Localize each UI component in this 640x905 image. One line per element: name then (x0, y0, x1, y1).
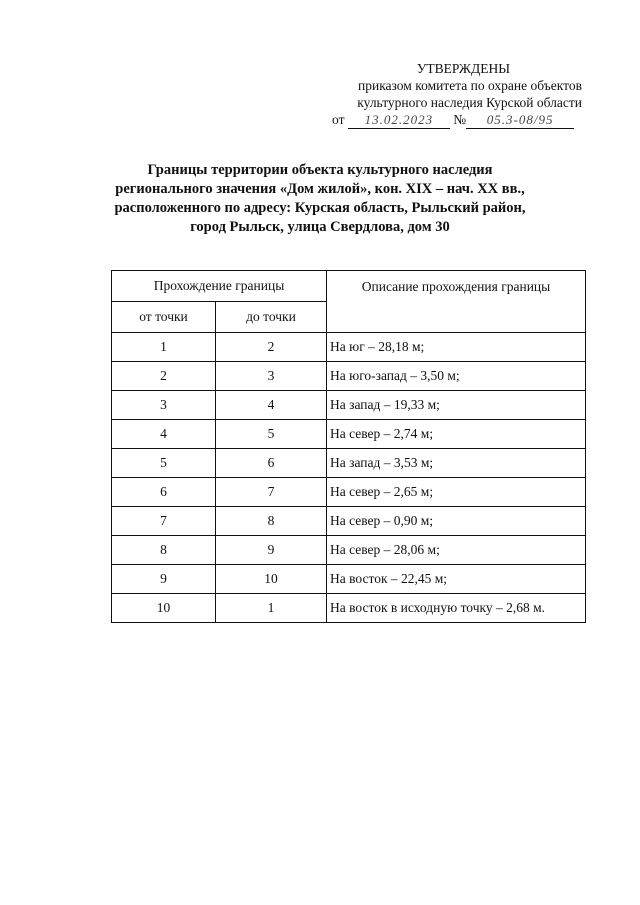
to-point-cell: 6 (216, 449, 327, 478)
description-cell: На юг – 28,18 м; (327, 333, 586, 362)
table-row (112, 478, 586, 507)
to-point-cell: 10 (216, 565, 327, 594)
description-cell: На запад – 19,33 м; (327, 391, 586, 420)
from-point-cell: 10 (112, 594, 216, 623)
from-point-cell: 8 (112, 536, 216, 565)
description-cell: На север – 0,90 м; (327, 507, 586, 536)
to-point-cell: 7 (216, 478, 327, 507)
approval-line-2: культурного наследия Курской области (357, 95, 582, 110)
from-point-cell: 4 (112, 420, 216, 449)
table-row (112, 391, 586, 420)
header-boundary-passage: Прохождение границы (112, 271, 327, 302)
from-point-cell: 9 (112, 565, 216, 594)
description-cell: На север – 2,74 м; (327, 420, 586, 449)
number-prefix: № (453, 112, 467, 127)
to-point-cell: 5 (216, 420, 327, 449)
heading-line-1: Границы территории объекта культурного наследия (147, 162, 493, 178)
table-row (112, 333, 586, 362)
description-cell: На восток в исходную точку – 2,68 м. (327, 594, 586, 623)
approval-block (322, 60, 582, 129)
description-cell: На юго-запад – 3,50 м; (327, 362, 586, 391)
header-boundary-description: Описание прохождения границы (327, 271, 586, 333)
from-point-cell: 6 (112, 478, 216, 507)
handwritten-date: 13.02.2023 (348, 111, 450, 129)
table-row (112, 594, 586, 623)
heading-line-2: регионального значения «Дом жилой», кон. XIX – нач. XX вв., (115, 181, 525, 197)
description-cell: На запад – 3,53 м; (327, 449, 586, 478)
date-prefix: от (332, 112, 345, 127)
from-point-cell: 2 (112, 362, 216, 391)
description-cell: На восток – 22,45 м; (327, 565, 586, 594)
to-point-cell: 1 (216, 594, 327, 623)
heading-line-4: город Рыльск, улица Свердлова, дом 30 (190, 219, 450, 235)
to-point-cell: 8 (216, 507, 327, 536)
to-point-cell: 3 (216, 362, 327, 391)
header-to-point: до точки (216, 302, 327, 333)
from-point-cell: 3 (112, 391, 216, 420)
description-cell: На север – 2,65 м; (327, 478, 586, 507)
header-from-point: от точки (112, 302, 216, 333)
boundary-table (111, 270, 586, 623)
table-row (112, 362, 586, 391)
table-row (112, 420, 586, 449)
from-point-cell: 7 (112, 507, 216, 536)
to-point-cell: 4 (216, 391, 327, 420)
from-point-cell: 1 (112, 333, 216, 362)
approval-date-line (322, 111, 582, 129)
table-row (112, 536, 586, 565)
approval-title: УТВЕРЖДЕНЫ (416, 61, 510, 76)
to-point-cell: 9 (216, 536, 327, 565)
table-row (112, 449, 586, 478)
handwritten-number: 05.3-08/95 (466, 111, 574, 129)
table-row (112, 507, 586, 536)
approval-line-1: приказом комитета по охране объектов (358, 78, 582, 93)
to-point-cell: 2 (216, 333, 327, 362)
table-row (112, 565, 586, 594)
document-heading (100, 161, 540, 237)
from-point-cell: 5 (112, 449, 216, 478)
description-cell: На север – 28,06 м; (327, 536, 586, 565)
heading-line-3: расположенного по адресу: Курская область, Рыльский район, (114, 200, 526, 216)
